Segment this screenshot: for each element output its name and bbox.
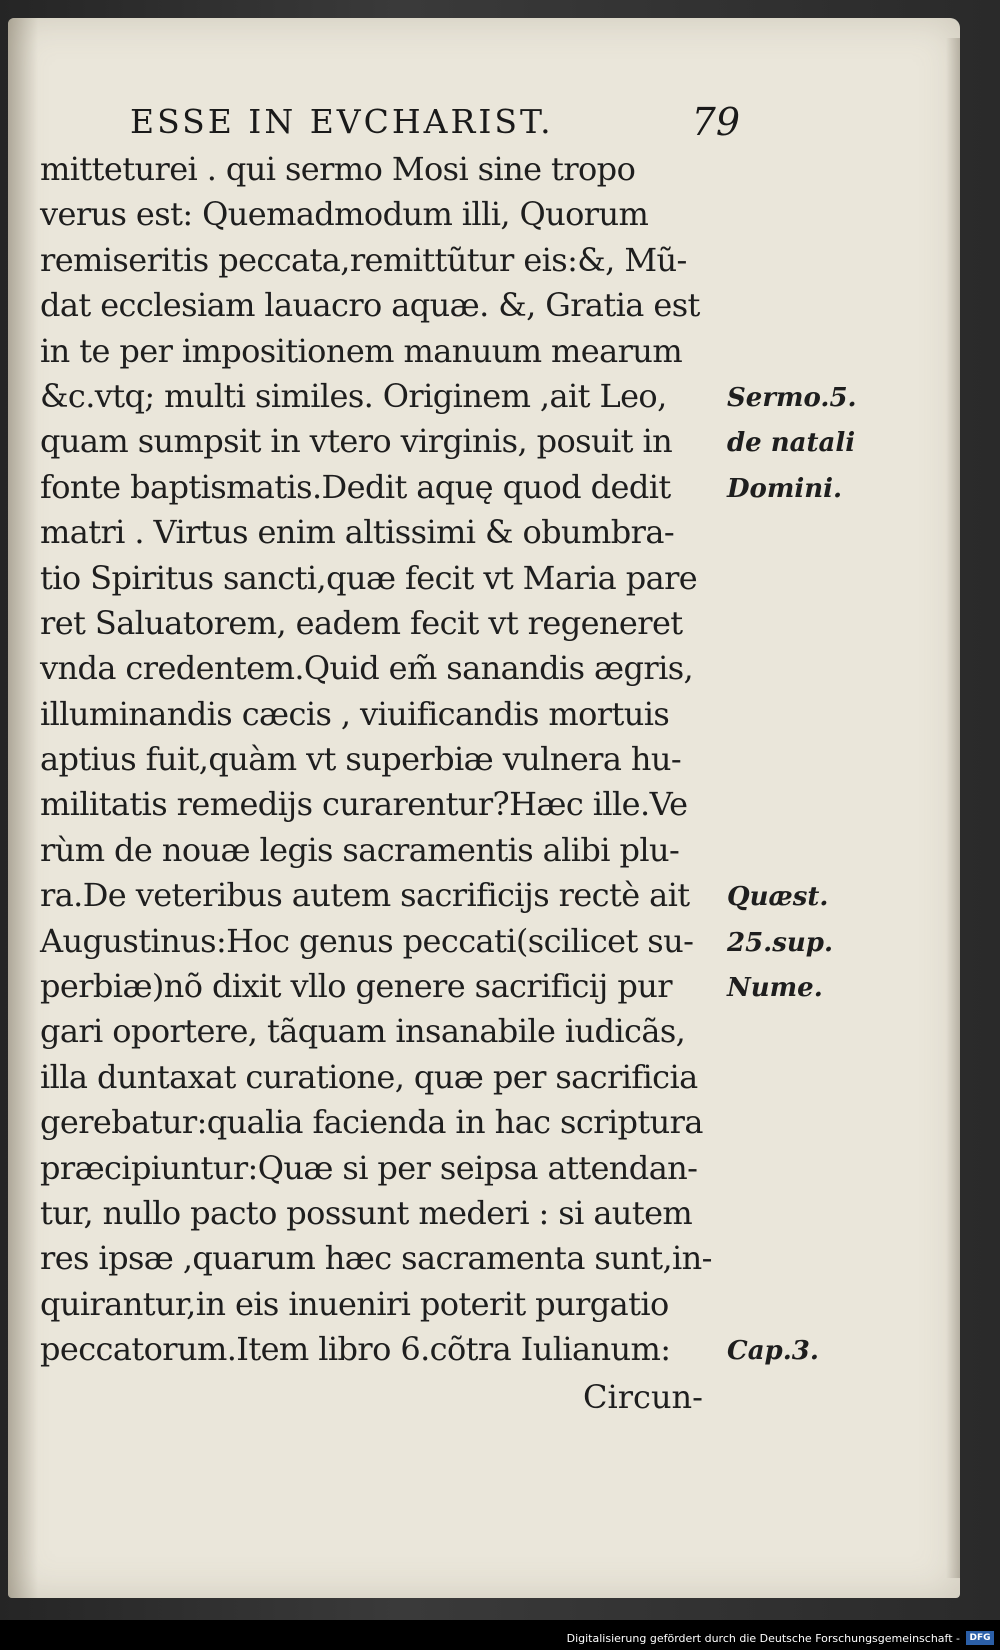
text-line: illuminandis cæcis , viuificandis mortuis: [40, 694, 670, 733]
text-line: remiseritis peccata,remittũtur eis:&, Mũ-: [40, 240, 687, 279]
text-line: in te per impositionem manuum mearum: [40, 331, 683, 370]
text-line: &c.vtq; multi similes. Originem ,ait Leo,: [40, 376, 667, 415]
page-edge: [946, 38, 960, 1578]
page-number: 79: [691, 100, 740, 144]
text-line: tur, nullo pacto possunt mederi : si autem: [40, 1193, 693, 1232]
text-line: mitteturei . qui sermo Mosi sine tropo: [40, 150, 636, 188]
margin-note-sermo: Sermo.5.: [727, 383, 857, 413]
text-line: ret Saluatorem, eadem fecit vt regeneret: [40, 603, 683, 642]
text-line: ra.De veteribus autem sacrificijs rectè ait: [40, 876, 690, 915]
text-line: gerebatur:qualia facienda in hac scriptura: [40, 1103, 703, 1142]
text-line: vnda credentem.Quid em̃ sanandis ægris,: [40, 649, 694, 688]
text-line: fonte baptismatis.Dedit aquę quod dedit: [40, 467, 671, 506]
running-title: ESSE IN EVCHARIST.: [130, 102, 554, 141]
text-line: verus est: Quemadmodum illi, Quorum: [40, 195, 649, 234]
margin-note-cap: Cap.3.: [727, 1336, 819, 1366]
text-line: peccatorum.Item libro 6.cõtra Iulianum:: [40, 1330, 671, 1369]
text-line: præcipiuntur:Quæ si per seipsa attendan-: [40, 1148, 698, 1187]
text-line: aptius fuit,quàm vt superbiæ vulnera hu-: [40, 740, 682, 779]
margin-note-quaest: Quæst.: [727, 882, 829, 912]
margin-note-sup: 25.sup.: [727, 928, 834, 958]
text-line: rùm de nouæ legis sacramentis alibi plu-: [40, 830, 680, 869]
catchword: Circun-: [583, 1378, 703, 1416]
text-line: tio Spiritus sancti,quæ fecit vt Maria pare: [40, 558, 698, 597]
margin-note-de-natali: de natali: [727, 428, 856, 458]
text-line: perbiæ)nõ dixit vllo genere sacrificij pur: [40, 967, 672, 1006]
text-line: illa duntaxat curatione, quæ per sacrificia: [40, 1057, 698, 1096]
margin-note-domini: Domini.: [727, 474, 843, 504]
page-header: [130, 100, 740, 150]
text-line: gari oportere, tãquam insanabile iudicãs,: [40, 1012, 686, 1051]
text-line: dat ecclesiam lauacro aquæ. &, Gratia est: [40, 286, 700, 325]
dfg-logo: DFG: [966, 1631, 994, 1645]
text-line: quirantur,in eis inueniri poterit purgatio: [40, 1284, 669, 1323]
text-line: res ipsæ ,quarum hæc sacramenta sunt,in-: [40, 1239, 712, 1278]
binding-shadow: [8, 18, 38, 1598]
text-line: matri . Virtus enim altissimi & obumbra-: [40, 513, 675, 552]
text-line: quam sumpsit in vtero virginis, posuit in: [40, 422, 673, 461]
funding-credit: Digitalisierung gefördert durch die Deutsche Forschungsgemeinschaft -: [566, 1632, 960, 1645]
text-line: militatis remedijs curarentur?Hæc ille.Ve: [40, 785, 688, 824]
body-text: [40, 147, 740, 1373]
text-line: Augustinus:Hoc genus peccati(scilicet su-: [40, 921, 694, 960]
margin-note-nume: Nume.: [727, 973, 823, 1003]
